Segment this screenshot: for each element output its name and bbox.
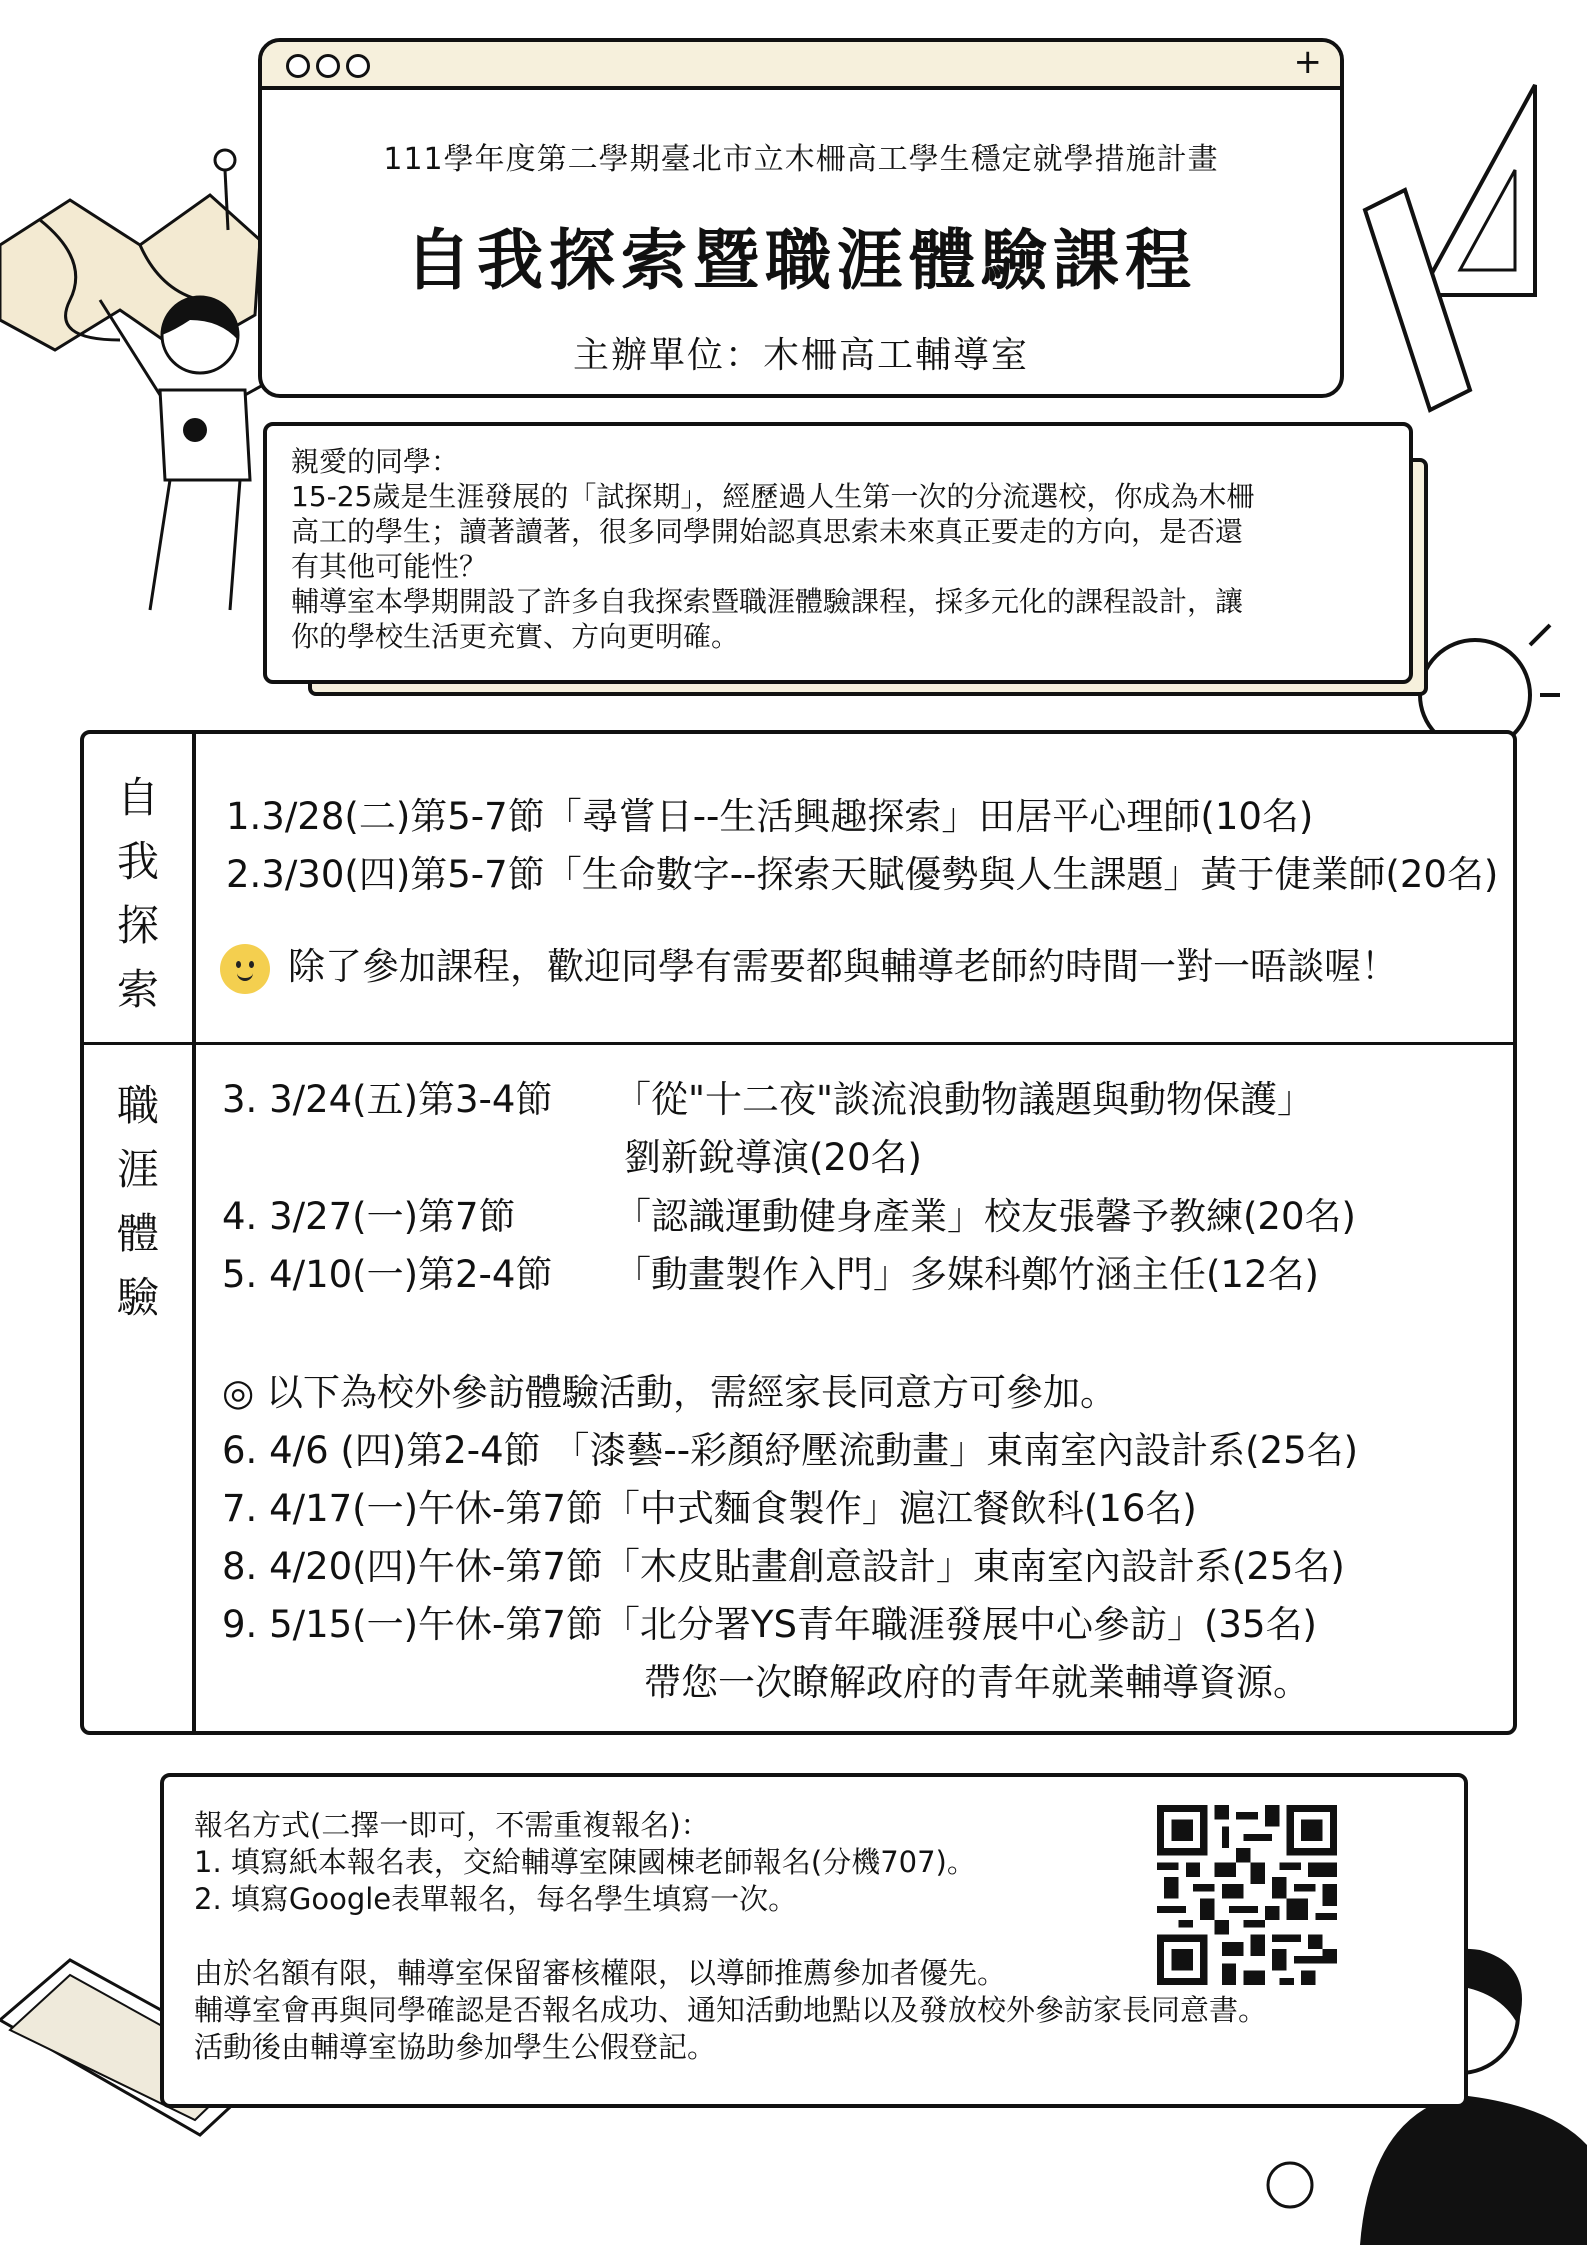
self-exploration-label: 自 我 探 索: [116, 773, 159, 1014]
window-title-bar: [262, 42, 1340, 90]
closing-line: 帶您一次瞭解政府的青年就業輔導資源。: [644, 1661, 1310, 1704]
page-title: 自我探索暨職涯體驗課程: [405, 222, 1197, 299]
intro-letter: [263, 422, 1413, 684]
plus-icon: +: [1293, 42, 1322, 82]
offsite-item: 8. 4/20(四)午休-第7節「木皮貼畫創意設計」東南室內設計系(25名): [222, 1545, 1345, 1588]
header-window: [258, 38, 1344, 398]
qr-code[interactable]: [1157, 1805, 1337, 1985]
letter-line: 你的學校生活更充實、方向更明確。: [291, 620, 740, 653]
letter-line: 15-25歲是生涯發展的「試探期」，經歷過人生第一次的分流選校，你成為木柵: [291, 480, 1255, 513]
signup-line: 1. 填寫紙本報名表，交給輔導室陳國棟老師報名(分機707)。: [194, 1845, 976, 1879]
career-item-date: 3. 3/24(五)第3-4節: [222, 1078, 553, 1121]
window-dot-icon: [316, 54, 340, 78]
signup-line: 活動後由輔導室協助參加學生公假登記。: [194, 2030, 717, 2064]
signup-line: 2. 填寫Google表單報名，每名學生填寫一次。: [194, 1882, 798, 1916]
column-divider: [192, 734, 196, 1731]
self-item-1: 1.3/28(二)第5-7節「尋嘗日--生活興趣探索」田居平心理師(10名): [226, 795, 1314, 838]
letter-line: 輔導室本學期開設了許多自我探索暨職涯體驗課程，採多元化的課程設計，讓: [291, 585, 1244, 618]
self-note: 除了參加課程，歡迎同學有需要都與輔導老師約時間一對一晤談喔！: [220, 936, 1398, 994]
offsite-note: ◎ 以下為校外參訪體驗活動，需經家長同意方可參加。: [222, 1371, 1118, 1414]
ruler-triangle-illustration: [1360, 80, 1550, 420]
offsite-item: 6. 4/6 (四)第2-4節 「漆藝--彩顏紓壓流動畫」東南室內設計系(25名): [222, 1429, 1359, 1472]
career-item-desc: 劉新銳導演(20名): [624, 1136, 922, 1179]
letter-line: 親愛的同學：: [291, 445, 460, 478]
window-dot-icon: [346, 54, 370, 78]
signup-line: 報名方式(二擇一即可，不需重複報名)：: [194, 1808, 710, 1842]
career-item-desc: 「認識運動健身產業」校友張馨予教練(20名): [614, 1195, 1356, 1238]
career-item-date: 4. 3/27(一)第7節: [222, 1195, 516, 1238]
plan-subtitle: 111學年度第二學期臺北市立木柵高工學生穩定就學措施計畫: [383, 142, 1219, 177]
organizer-text: 主辦單位：木柵高工輔導室: [572, 335, 1029, 376]
self-item-2: 2.3/30(四)第5-7節「生命數字--探索天賦優勢與人生課題」黃于倢業師(20名): [226, 853, 1499, 896]
signup-line: 輔導室會再與同學確認是否報名成功、通知活動地點以及發放校外參訪家長同意書。: [194, 1993, 1268, 2027]
offsite-item: 9. 5/15(一)午休-第7節「北分署YS青年職涯發展中心參訪」(35名): [222, 1603, 1317, 1646]
signup-line: 由於名額有限，輔導室保留審核權限，以導師推薦參加者優先。: [194, 1956, 1007, 1990]
letter-line: 高工的學生；讀著讀著，很多同學開始認真思索未來真正要走的方向，是否還: [291, 515, 1244, 548]
window-dot-icon: [286, 54, 310, 78]
career-experience-label: 職 涯 體 驗: [116, 1081, 159, 1322]
row-divider: [84, 1042, 1513, 1045]
letter-line: 有其他可能性？: [291, 550, 488, 583]
offsite-item: 7. 4/17(一)午休-第7節「中式麵食製作」滬江餐飲科(16名): [222, 1487, 1197, 1530]
career-item-desc: 「從"十二夜"談流浪動物議題與動物保護」: [614, 1078, 1315, 1121]
course-table: [80, 730, 1517, 1735]
smiley-icon: [220, 944, 270, 994]
career-item-desc: 「動畫製作入門」多媒科鄭竹涵主任(12名): [614, 1253, 1319, 1296]
career-item-date: 5. 4/10(一)第2-4節: [222, 1253, 553, 1296]
